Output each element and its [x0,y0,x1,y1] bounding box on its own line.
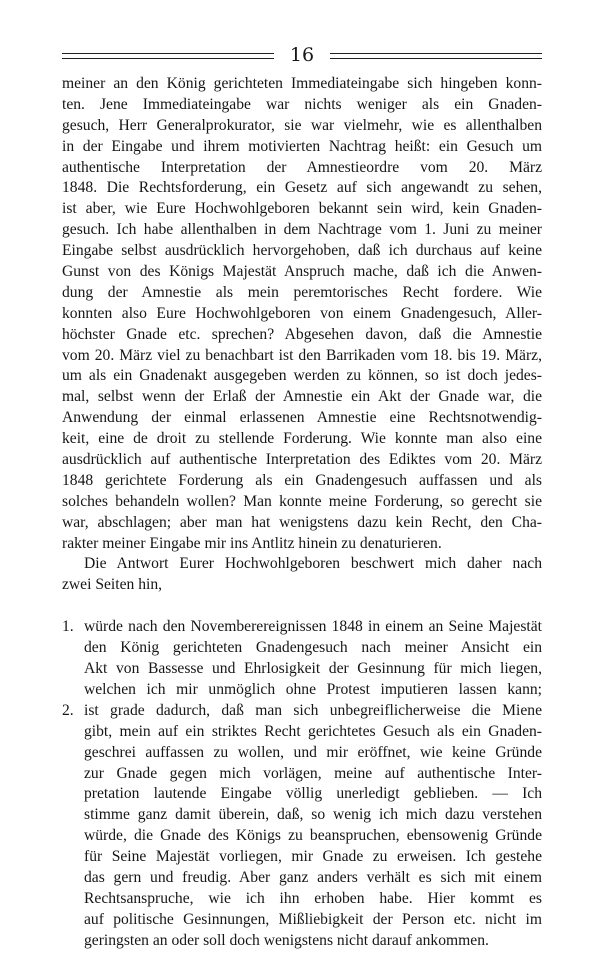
text-line: ist grade dadurch, daß man sich unbegreiflicherweise die Miene [84,701,542,719]
text-line: ist aber, wie Eure Hochwohlgeboren bekannt sein wird, kein Gnaden- [62,200,542,218]
text-line: vom 20. März viel zu benachbart ist den Barrikaden vom 18. bis 19. März, [62,346,542,364]
text-line: würde nach den Novemberereignissen 1848 in einem an Seine Majestät [84,618,542,636]
text-line: welchen ich mir unmöglich ohne Protest imputieren lassen kann; [84,680,542,698]
text-line: 1848. Die Rechtsforderung, ein Gesetz auf sich angewandt zu sehen, [62,179,542,197]
text-line: meiner an den König gerichteten Immediateingabe sich hingeben konn- [62,75,542,92]
text-line: ten. Jene Immediateingabe war nichts weniger als ein Gnaden- [62,95,542,113]
text-line: zwei Seiten hin, [62,576,163,594]
text-line: 1848 gerichtete Forderung als ein Gnadengesuch auffassen und als [62,471,542,489]
text-line: Rechtsanspruche, wie ich ihn erhoben habe. Hier kommt es [84,889,542,907]
text-line: keit, eine de droit zu stellende Forderung. Wie konnte man also eine [62,430,542,448]
text-line: gesuch, Herr Generalprokurator, sie war vielmehr, wie es allenthalben [62,116,542,134]
list-item-1 [62,617,542,701]
paragraph-gap [62,596,542,617]
text-line: Anwendung der einmal erlassenen Amnestie eine Rechtsnotwendig- [62,409,542,427]
text-line: dung der Amnestie als mein peremtorisches Recht fordere. Wie [62,283,542,301]
text-line: gesuch. Ich habe allenthalben in dem Nachtrage vom 1. Juni zu meiner [62,221,542,239]
text-line: würde, die Gnade des Königs zu beanspruchen, ebensowenig Gründe [84,827,542,845]
text-line: in der Eingabe und ihrem motivierten Nachtrag heißt: ein Gesuch um [62,137,542,155]
text-line: rakter meiner Eingabe mir ins Antlitz hinein zu denaturieren. [62,534,442,552]
text-line: geringsten an oder soll doch wenigstens nicht darauf ankommen. [84,931,489,949]
text-line: solches behandeln wollen? Man konnte meine Forderung, so gerecht sie [62,492,542,510]
list-item-number: 2. [62,701,74,719]
text-line: den König gerichteten Gnadengesuch nach meiner Ansicht ein [84,639,542,657]
text-line: ausdrücklich auf authentische Interpretation des Ediktes vom 20. März [62,451,542,469]
text-line: das gern und freudig. Aber ganz anders verhält es sich mit einem [84,868,542,886]
text-line: gibt, mein auf ein striktes Recht gerichtetes Gesuch als ein Gnaden- [84,722,542,740]
text-line: Die Antwort Eurer Hochwohlgeboren beschwert mich daher nach [84,555,542,573]
paragraph-1 [62,74,542,554]
text-line: Eingabe selbst ausdrücklich hervorgehoben, daß ich durchaus auf keine [62,242,542,260]
text-line: konnten also Eure Hochwohlgeboren von einem Gnadengesuch, Aller- [62,304,542,322]
page-number: 16 [289,44,315,66]
list-item-2 [62,701,542,952]
text-line: auf politische Gesinnungen, Mißliebigkeit der Person etc. nicht im [84,910,542,928]
text-line: Akt von Bassesse und Ehrlosigkeit der Gesinnung für mich liegen, [84,660,542,678]
text-line: stimme ganz damit überein, daß, so wenig ich mich dazu verstehen [84,806,542,824]
page-header [62,44,542,68]
text-line: höchster Gnade etc. sprechen? Abgesehen davon, daß die Amnestie [62,325,542,343]
text-line: authentische Interpretation der Amnestieordre vom 20. März [62,158,542,176]
text-line: war, abschlagen; aber man hat wenigstens dazu kein Recht, den Cha- [62,513,542,531]
text-line: um als ein Gnadenakt ausgegeben werden zu können, so ist doch jedes- [62,367,542,385]
list-item-number: 1. [62,618,74,636]
text-line: zur Gnade gegen mich vorlägen, meine auf authentische Inter- [84,764,542,782]
paragraph-2 [62,554,542,596]
text-line: pretation lautende Eingabe völlig unerledigt geblieben. — Ich [84,785,542,803]
text-line: geschrei auffassen zu wollen, und mir eröffnet, wie keine Gründe [84,743,542,761]
page-body [62,74,542,952]
text-line: Gunst von des Königs Majestät Anspruch mache, daß ich die Anwen- [62,263,542,281]
text-line: für Seine Majestät vorliegen, mir Gnade zu erweisen. Ich gestehe [84,848,542,866]
text-line: mal, selbst wenn der Erlaß der Amnestie ein Akt der Gnade war, die [62,388,542,406]
header-rule-right [330,53,542,59]
